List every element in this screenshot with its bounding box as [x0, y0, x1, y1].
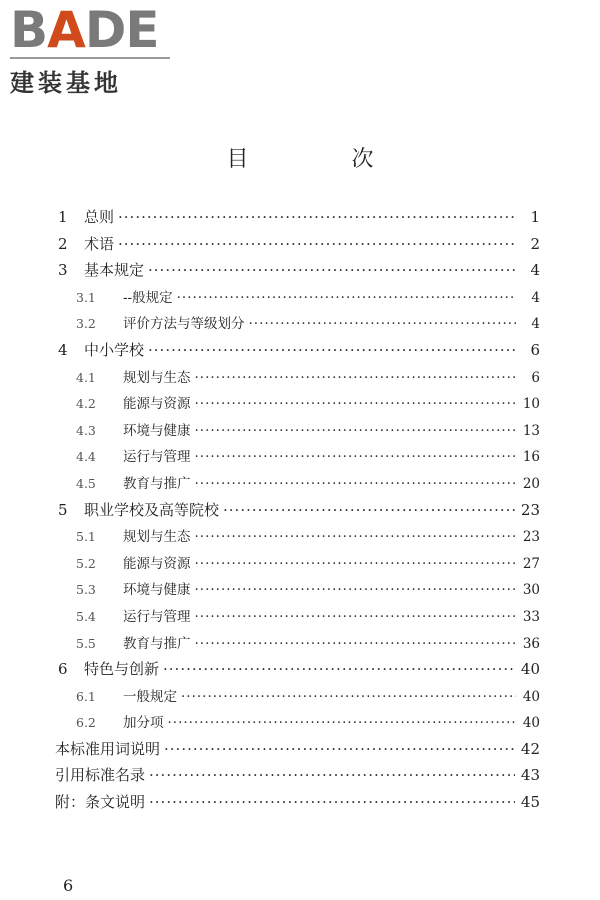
dot-leader	[195, 636, 517, 652]
toc-entry-title: 引用标准名录	[55, 766, 146, 785]
toc-entry-title: 能源与资源	[123, 555, 191, 572]
toc-entry-number: 4.2	[76, 396, 96, 412]
toc-entry-number: 6.1	[76, 688, 96, 704]
dot-leader	[118, 208, 516, 226]
toc-entry-number: 4.5	[76, 475, 96, 491]
toc-entry-title: 运行与管理	[123, 608, 191, 625]
dot-leader	[195, 449, 517, 465]
dot-leader	[163, 660, 515, 678]
toc-entry	[55, 632, 540, 659]
toc-entry-title: 基本规定	[84, 261, 145, 280]
toc-entry-number: 6.2	[76, 715, 96, 731]
toc-entry	[55, 259, 540, 286]
toc-entry-page: 27	[522, 555, 540, 572]
dot-leader	[223, 501, 515, 519]
dot-leader	[149, 793, 515, 811]
toc-entry-title: 加分项	[123, 715, 164, 732]
toc-entry-number: 3.2	[76, 316, 96, 332]
toc-entry-number: 5.1	[76, 529, 96, 545]
toc-entry	[55, 472, 540, 499]
toc-entry-page: 40	[520, 660, 540, 679]
toc-entry-page: 36	[522, 635, 540, 652]
toc-entry	[55, 552, 540, 579]
logo-wordmark: BADE	[10, 1, 159, 59]
toc-entry-page: 16	[522, 449, 540, 466]
toc-entry	[55, 791, 540, 818]
toc-entry-number: 5.5	[76, 635, 96, 651]
toc-entry-page: 45	[520, 793, 540, 812]
toc-entry	[55, 206, 540, 233]
toc-entry-title: 附：条文说明	[55, 793, 146, 812]
toc-entry-page: 43	[520, 766, 540, 785]
page-number: 6	[63, 876, 74, 895]
toc-entry-page: 10	[522, 396, 540, 413]
dot-leader	[168, 715, 517, 731]
toc-entry-title: 运行与管理	[123, 449, 191, 466]
dot-leader	[118, 235, 516, 253]
dot-leader	[164, 740, 515, 758]
toc-entry-page: 42	[520, 739, 540, 758]
toc-entry-page: 4	[531, 289, 540, 306]
toc-entry-title: 环境与健康	[123, 582, 191, 599]
toc-entry	[55, 764, 540, 791]
toc-entry-title: 规划与生态	[123, 369, 191, 386]
toc-entry-title: 教育与推广	[123, 635, 191, 652]
toc-entry-title: 环境与健康	[123, 422, 191, 439]
toc-entry-title: 教育与推广	[123, 475, 191, 492]
logo-subtitle: 建装基地	[10, 69, 122, 97]
toc-entry	[55, 525, 540, 552]
toc-entry-page: 2	[530, 234, 540, 253]
dot-leader	[149, 766, 515, 784]
toc-entry-title: 术语	[84, 234, 115, 253]
toc-entry-number: 4.1	[76, 369, 96, 385]
dot-leader	[195, 370, 517, 386]
dot-leader	[177, 290, 516, 306]
toc-entry-number: 4	[58, 340, 68, 359]
toc-entry-number: 4.4	[76, 449, 96, 465]
toc-entry-page: 20	[522, 475, 540, 492]
toc-entry-number: 2	[58, 234, 68, 253]
dot-leader	[195, 529, 517, 545]
toc-entry	[55, 738, 540, 765]
dot-leader	[249, 316, 517, 332]
toc-entry-page: 23	[520, 500, 540, 519]
toc-entry	[55, 233, 540, 260]
toc-entry-page: 4	[530, 261, 540, 280]
bade-logo	[10, 1, 175, 98]
toc-entry-page: 6	[531, 369, 540, 386]
toc-entry-page: 23	[522, 529, 540, 546]
toc-entry-number: 3	[58, 261, 68, 280]
toc-entry-page: 1	[530, 208, 540, 226]
toc-entry-title: 特色与创新	[84, 660, 160, 679]
toc-entry	[55, 578, 540, 605]
table-of-contents	[55, 206, 540, 818]
toc-entry-title: 能源与资源	[123, 396, 191, 413]
dot-leader	[195, 423, 517, 439]
dot-leader	[195, 396, 517, 412]
toc-entry-number: 5	[58, 500, 68, 519]
toc-entry	[55, 286, 540, 313]
toc-entry	[55, 312, 540, 339]
toc-entry	[55, 685, 540, 712]
toc-entry-page: 6	[530, 340, 540, 359]
toc-entry-number: 3.1	[76, 289, 96, 305]
dot-leader	[181, 689, 516, 705]
toc-entry-title: 职业学校及高等院校	[84, 500, 220, 519]
dot-leader	[148, 341, 516, 359]
toc-entry	[55, 339, 540, 366]
toc-entry-number: 4.3	[76, 422, 96, 438]
toc-entry	[55, 445, 540, 472]
toc-entry-number: 5.2	[76, 555, 96, 571]
toc-entry-title: 规划与生态	[123, 529, 191, 546]
toc-entry-number: 1	[58, 208, 68, 226]
dot-leader	[195, 582, 517, 598]
toc-entry-title: 一般规定	[123, 688, 177, 705]
toc-entry	[55, 711, 540, 738]
toc-entry-page: 13	[522, 422, 540, 439]
toc-entry-title: 中小学校	[84, 340, 145, 359]
toc-entry-page: 33	[522, 608, 540, 625]
toc-entry-number: 5.4	[76, 608, 96, 624]
toc-entry-page: 30	[522, 582, 540, 599]
toc-entry	[55, 366, 540, 393]
dot-leader	[195, 476, 517, 492]
dot-leader	[148, 261, 516, 279]
toc-entry	[55, 392, 540, 419]
toc-entry-title: 本标准用词说明	[55, 739, 161, 758]
toc-entry	[55, 658, 540, 685]
toc-entry	[55, 605, 540, 632]
toc-entry-title: 总则	[84, 208, 115, 226]
dot-leader	[195, 556, 517, 572]
toc-entry-page: 40	[522, 688, 540, 705]
toc-entry-page: 40	[522, 715, 540, 732]
toc-entry-title: 评价方法与等级划分	[123, 316, 245, 333]
toc-entry	[55, 419, 540, 446]
toc-heading: 目 次	[226, 147, 422, 172]
toc-entry-page: 4	[531, 316, 540, 333]
toc-entry-number: 6	[58, 660, 68, 679]
toc-entry	[55, 499, 540, 526]
dot-leader	[195, 609, 517, 625]
toc-entry-number: 5.3	[76, 582, 96, 598]
toc-entry-title: --般规定	[123, 289, 173, 306]
